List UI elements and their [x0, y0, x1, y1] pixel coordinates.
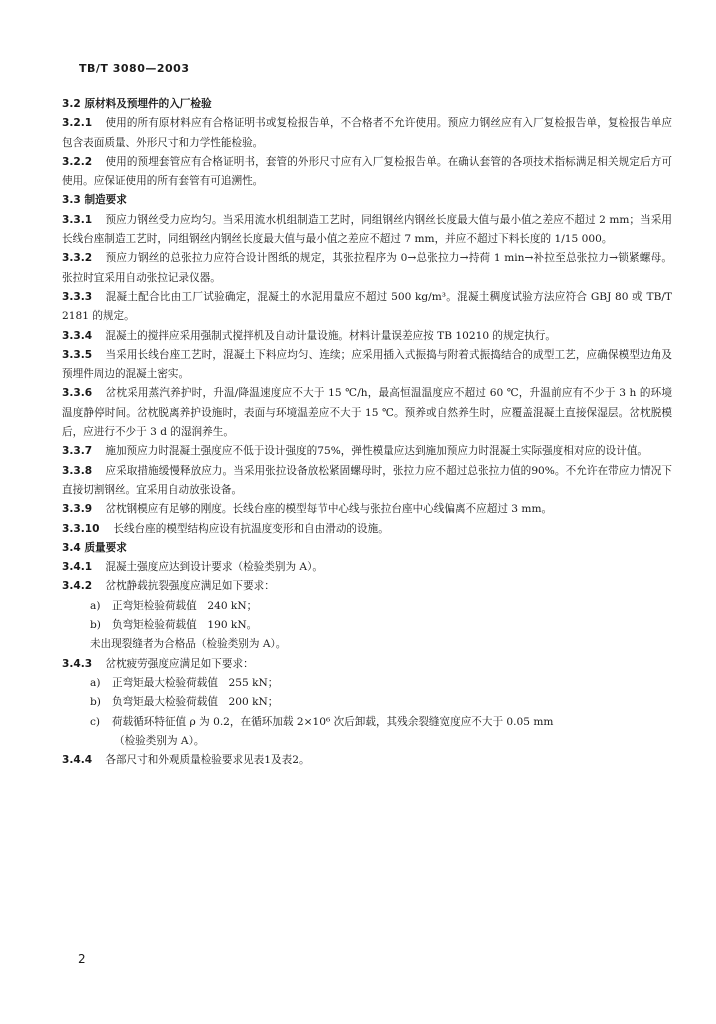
- clause-3-3-4: 3.3.4 混凝土的搅拌应采用强制式搅拌机及自动计量设施。材料计量误差应按 TB 10210 的规定执行。: [62, 329, 556, 342]
- clause-3-3-6: 3.3.6 岔枕采用蒸汽养护时，升温/降温速度应不大于 15 ℃/h，最高恒温温度应不超过 60 ℃，升温前应有不少于 3 h 的环境温度静停时间。岔枕脱离养护设施时，表面与环境温差应不大于 15 ℃。预养或自然养生时，应覆盖混凝土直接保湿层。岔枕脱模后，应进行不少于 3 d 的湿润养生。: [62, 387, 672, 439]
- document-body: [62, 95, 672, 770]
- list-item-3-4-3-c-cont: （检验类别为 A）。: [114, 734, 205, 747]
- clause-3-4-3: 3.4.3 岔枕疲劳强度应满足如下要求：: [62, 657, 254, 670]
- clause-3-3-9: 3.3.9 岔枕钢模应有足够的刚度。长线台座的模型每节中心线与张拉台座中心线偏离不应超过 3 mm。: [62, 503, 553, 516]
- clause-3-3-1: 3.3.1 预应力钢丝受力应均匀。当采用流水机组制造工艺时，同组钢丝内钢丝长度最大值与最小值之差应不超过 2 mm；当采用长线台座制造工艺时，同组钢丝内钢丝长度最大值与最小值之差应不超过 7 mm，并应不超过下料长度的 1/15 000。: [62, 213, 672, 246]
- clause-3-2-1: 3.2.1 使用的所有原材料应有合格证明书或复检报告单，不合格者不允许使用。预应力钢丝应有入厂复检报告单，复检报告单应包含表面质量、外形尺寸和力学性能检验。: [62, 117, 672, 149]
- clause-3-4-4: 3.4.4 各部尺寸和外观质量检验要求见表1及表2。: [62, 754, 310, 767]
- list-item-3-4-3-c: c) 荷载循环特征值 ρ 为 0.2，在循环加载 2×10⁶ 次后卸载，其残余裂缝宽度应不大于 0.05 mm: [90, 715, 554, 728]
- section-heading-3-4: 3.4 质量要求: [62, 541, 127, 554]
- clause-3-3-2: 3.3.2 预应力钢丝的总张拉力应符合设计图纸的规定，其张拉程序为 0→总张拉力→持荷 1 min→补拉至总张拉力→锁紧螺母。张拉时宜采用自动张拉记录仪器。: [62, 252, 672, 284]
- clause-3-3-3: 3.3.3 混凝土配合比由工厂试验确定，混凝土的水泥用量应不超过 500 kg/m³。混凝土稠度试验方法应符合 GBJ 80 或 TB/T 2181 的规定。: [62, 290, 672, 323]
- clause-3-3-8: 3.3.8 应采取措施缓慢释放应力。当采用张拉设备放松紧固螺母时，张拉力应不超过总张拉力值的90%。不允许在带应力情况下直接切割钢丝。宜采用自动放张设备。: [62, 464, 672, 496]
- clause-3-4-2: 3.4.2 岔枕静载抗裂强度应满足如下要求：: [62, 580, 275, 593]
- clause-3-2-2: 3.2.2 使用的预埋套管应有合格证明书，套管的外形尺寸应有入厂复检报告单。在确认套管的各项技术指标满足相关规定后方可使用。应保证使用的所有套管有可追溯性。: [62, 155, 672, 188]
- clause-3-3-10: 3.3.10 长线台座的模型结构应设有抗温度变形和自由滑动的设施。: [62, 522, 389, 535]
- clause-3-4-1: 3.4.1 混凝土强度应达到设计要求（检验类别为 A）。: [62, 561, 323, 574]
- section-heading-3-2: 3.2 原材料及预埋件的入厂检验: [62, 98, 212, 110]
- list-item-3-4-3-a: a) 正弯矩最大检验荷载值 255 kN；: [90, 676, 279, 689]
- page-number: 2: [78, 952, 86, 966]
- clause-3-3-7: 3.3.7 施加预应力时混凝土强度应不低于设计强度的75%，弹性模量应达到施加预应力时混凝土实际强度相对应的设计值。: [62, 445, 649, 458]
- clause-3-3-5: 3.3.5 当采用长线台座工艺时，混凝土下料应均匀、连续；应采用插入式振捣与附着式振捣结合的成型工艺，应确保模型边角及预埋件周边的混凝土密实。: [62, 348, 672, 381]
- list-item-3-4-2-b: b) 负弯矩检验荷载值 190 kN。: [90, 619, 258, 632]
- standard-code-header: TB/T 3080—2003: [79, 62, 190, 75]
- list-item-3-4-3-b: b) 负弯矩最大检验荷载值 200 kN；: [90, 696, 279, 709]
- list-item-3-4-2-a: a) 正弯矩检验荷载值 240 kN；: [90, 599, 258, 612]
- clause-3-4-2-note: 未出现裂缝者为合格品（检验类别为 A）。: [90, 638, 287, 651]
- section-heading-3-3: 3.3 制造要求: [62, 194, 127, 207]
